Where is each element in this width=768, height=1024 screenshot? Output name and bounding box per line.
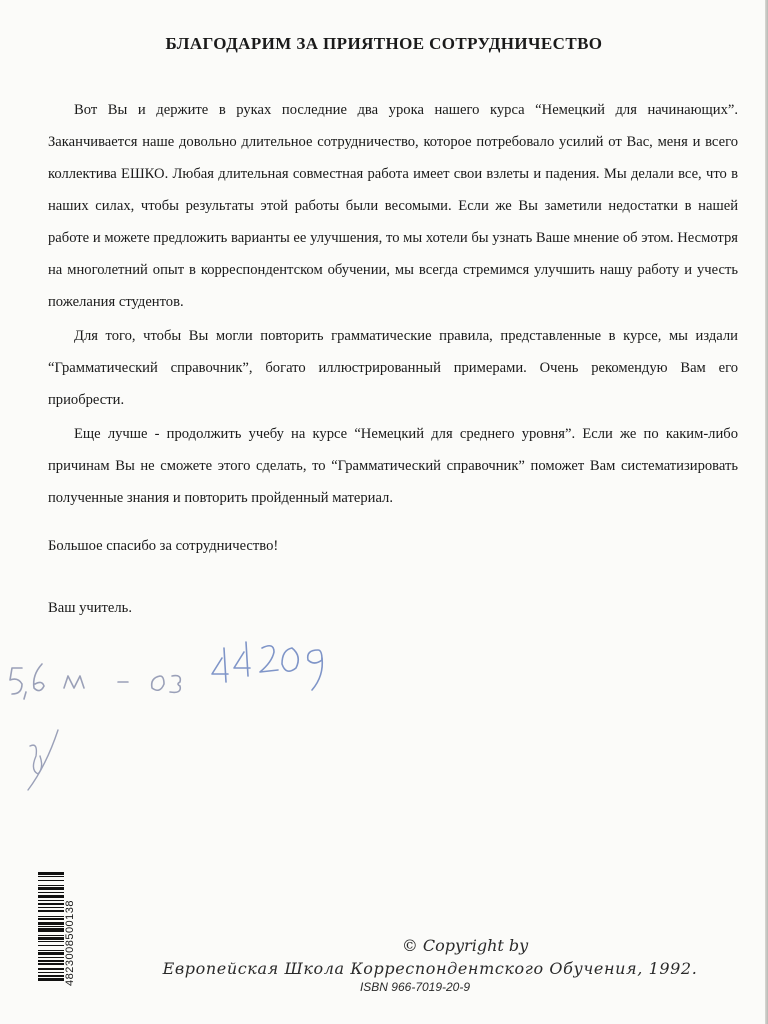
publisher-line: Европейская Школа Корреспондентского Обучения, 1992. bbox=[162, 959, 698, 978]
paragraph-2: Для того, чтобы Вы могли повторить грамматические правила, представленные в курсе, мы издали “Грамматический справочник”, богато иллюстрированный примерами. Очень рекомендую Вам его приобрести. bbox=[48, 328, 738, 408]
barcode bbox=[38, 872, 88, 1014]
barcode-bars bbox=[38, 872, 64, 1014]
thanks-line: Большое спасибо за сотрудничество! bbox=[48, 538, 279, 554]
handwritten-tick-mark bbox=[28, 730, 58, 790]
page-title: БЛАГОДАРИМ ЗА ПРИЯТНОЕ СОТРУДНИЧЕСТВО bbox=[165, 34, 603, 53]
copyright-block bbox=[150, 936, 710, 994]
handwritten-number bbox=[212, 642, 322, 690]
isbn-line: ISBN 966-7019-20-9 bbox=[359, 980, 471, 994]
paragraph-3: Еще лучше - продолжить учебу на курсе “Немецкий для среднего уровня”. Если же по каким-либо причинам Вы не сможете этого сделать, то “Грамматический справочник” поможет Вам систематизировать полученные знания и повторить пройденный материал. bbox=[48, 426, 738, 506]
barcode-digits: 4823008500138 bbox=[64, 899, 76, 987]
copyright-line: © Copyright by bbox=[401, 936, 529, 955]
signature-line: Ваш учитель. bbox=[48, 600, 132, 616]
paragraph-1: Вот Вы и держите в руках последние два урока нашего курса “Немецкий для начинающих”. Заканчивается наше довольно длительное сотрудничество, которое потребовало усилий от Вас, меня и всего коллектива ЕШКО. Любая длительная совместная работа имеет свои взлеты и падения. Мы делали все, что в наших силах, чтобы результаты этой работы были весомыми. Если же Вы заметили недостатки в нашей работе и можете предложить варианты ее улучшения, то мы хотели бы узнать Ваше мнение об этом. Несмотря на многолетний опыт в корреспондентском обучении, мы всегда стремимся улучшить нашу работу и учесть пожелания студентов. bbox=[48, 102, 738, 310]
handwritten-note bbox=[10, 664, 180, 699]
